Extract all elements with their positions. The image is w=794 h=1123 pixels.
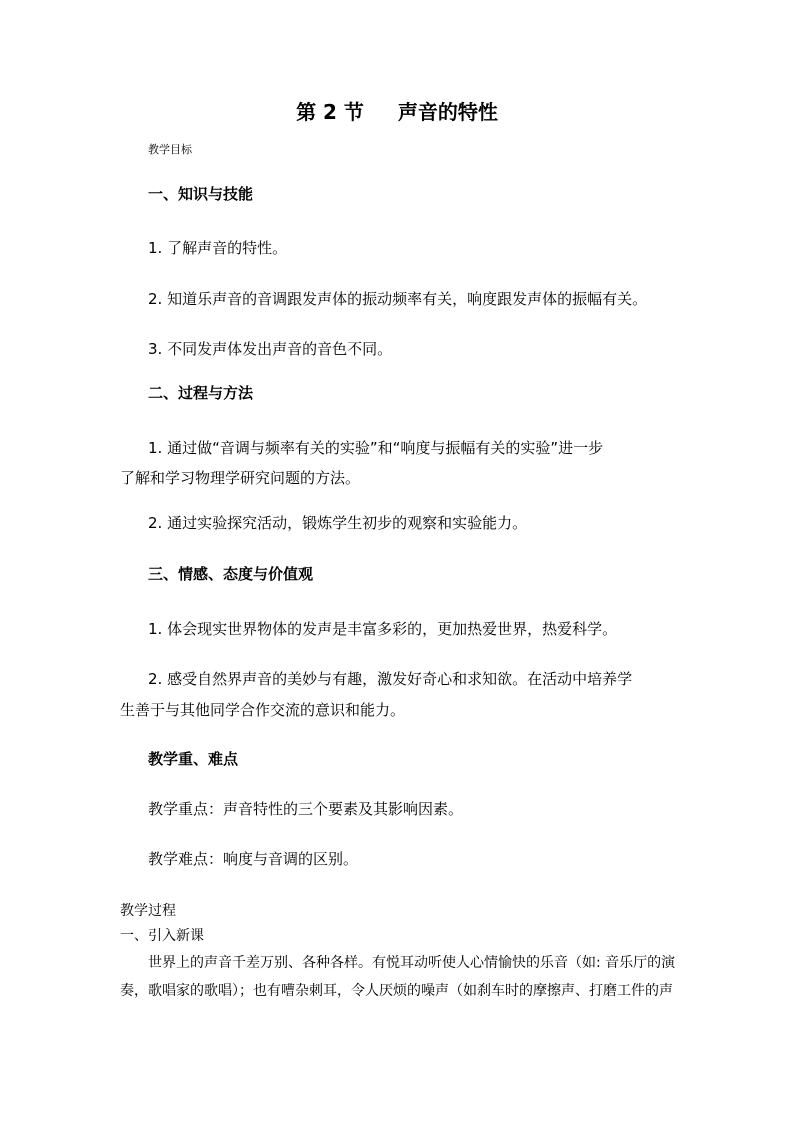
title-section-number: 第 2 节	[296, 100, 364, 124]
process-heading: 教学过程	[120, 903, 176, 919]
section1-item-1: 1. 了解声音的特性。	[148, 239, 288, 257]
section2-item-1-line2: 了解和学习物理学研究问题的方法。	[120, 469, 361, 487]
section3-item-2-line2: 生善于与其他同学合作交流的意识和能力。	[120, 701, 406, 719]
intro-paragraph-line1: 世界上的声音千差万别、各种各样。有悦耳动听使人心情愉快的乐音（如: 音乐厅的演	[148, 955, 676, 971]
section2-item-2: 2. 通过实验探究活动，锻炼学生初步的观察和实验能力。	[148, 514, 528, 532]
section1-heading: 一、知识与技能	[148, 185, 254, 203]
section1-item-3: 3. 不同发声体发出声音的音色不同。	[148, 340, 393, 358]
intro-heading: 一、引入新课	[120, 928, 204, 944]
section3-item-1: 1. 体会现实世界物体的发声是丰富多彩的，更加热爱世界，热爱科学。	[148, 620, 618, 638]
teaching-difficulty: 教学难点：响度与音调的区别。	[148, 850, 359, 868]
key-points-heading: 教学重、难点	[148, 750, 239, 768]
objectives-label: 教学目标	[148, 143, 192, 156]
title-topic: 声音的特性	[397, 100, 498, 124]
page-title	[0, 96, 794, 125]
section1-item-2: 2. 知道乐声音的音调跟发声体的振动频率有关，响度跟发声体的振幅有关。	[148, 290, 648, 308]
teaching-focus: 教学重点：声音特性的三个要素及其影响因素。	[148, 800, 464, 818]
section3-item-2-line1: 2. 感受自然界声音的美妙与有趣，激发好奇心和求知欲。在活动中培养学	[148, 670, 633, 688]
section3-heading: 三、情感、态度与价值观	[148, 565, 314, 583]
section2-heading: 二、过程与方法	[148, 384, 254, 402]
intro-paragraph-line2: 奏，歌唱家的歌唱）；也有嘈杂刺耳，令人厌烦的噪声（如刹车时的摩擦声、打磨工件的声	[120, 983, 673, 999]
section2-item-1-line1: 1. 通过做“音调与频率有关的实验”和“响度与振幅有关的实验”进一步	[148, 439, 604, 457]
